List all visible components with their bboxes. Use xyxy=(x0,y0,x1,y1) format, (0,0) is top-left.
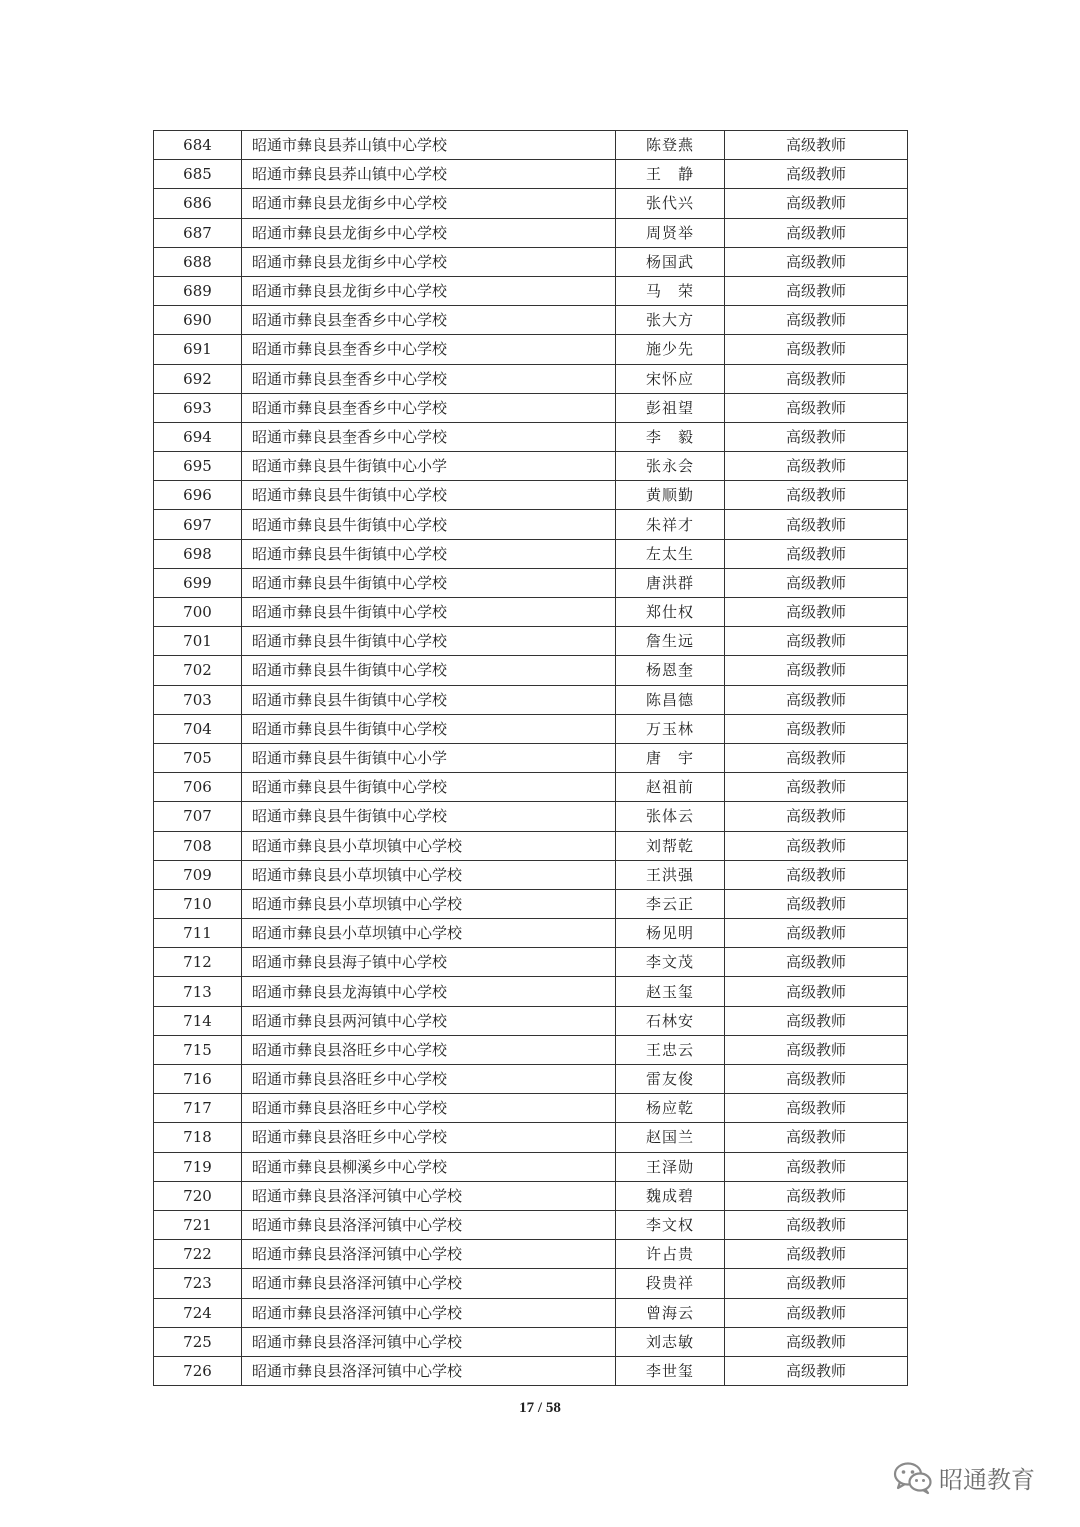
school-name-cell: 昭通市彝良县奎香乡中心学校 xyxy=(242,393,616,422)
table-row xyxy=(154,1006,908,1035)
school-name-cell: 昭通市彝良县牛街镇中心学校 xyxy=(242,539,616,568)
teacher-name-cell: 张永会 xyxy=(616,452,725,481)
professional-title-cell: 高级教师 xyxy=(725,189,908,218)
professional-title-cell: 高级教师 xyxy=(725,1152,908,1181)
school-name-cell: 昭通市彝良县洛泽河镇中心学校 xyxy=(242,1240,616,1269)
table-row xyxy=(154,481,908,510)
table-row xyxy=(154,1152,908,1181)
table-row xyxy=(154,335,908,364)
school-name-cell: 昭通市彝良县柳溪乡中心学校 xyxy=(242,1152,616,1181)
school-name-cell: 昭通市彝良县荞山镇中心学校 xyxy=(242,131,616,160)
professional-title-cell: 高级教师 xyxy=(725,889,908,918)
school-name-cell: 昭通市彝良县洛泽河镇中心学校 xyxy=(242,1327,616,1356)
teacher-name-cell: 刘帮乾 xyxy=(616,831,725,860)
table-row xyxy=(154,422,908,451)
row-number-cell: 711 xyxy=(154,919,242,948)
professional-title-cell: 高级教师 xyxy=(725,743,908,772)
row-number-cell: 699 xyxy=(154,568,242,597)
row-number-cell: 702 xyxy=(154,656,242,685)
table-row xyxy=(154,1356,908,1385)
row-number-cell: 692 xyxy=(154,364,242,393)
teacher-name-cell: 杨国武 xyxy=(616,247,725,276)
teacher-name-cell: 曾海云 xyxy=(616,1298,725,1327)
professional-title-cell: 高级教师 xyxy=(725,131,908,160)
teacher-name-cell: 唐洪群 xyxy=(616,568,725,597)
table-row xyxy=(154,1327,908,1356)
professional-title-cell: 高级教师 xyxy=(725,539,908,568)
school-name-cell: 昭通市彝良县牛街镇中心学校 xyxy=(242,510,616,539)
school-name-cell: 昭通市彝良县奎香乡中心学校 xyxy=(242,335,616,364)
wechat-icon xyxy=(893,1461,933,1495)
professional-title-cell: 高级教师 xyxy=(725,452,908,481)
school-name-cell: 昭通市彝良县洛泽河镇中心学校 xyxy=(242,1356,616,1385)
professional-title-cell: 高级教师 xyxy=(725,422,908,451)
table-row xyxy=(154,714,908,743)
teacher-name-cell: 李 毅 xyxy=(616,422,725,451)
row-number-cell: 722 xyxy=(154,1240,242,1269)
professional-title-cell: 高级教师 xyxy=(725,1327,908,1356)
teacher-name-cell: 詹生远 xyxy=(616,627,725,656)
professional-title-cell: 高级教师 xyxy=(725,393,908,422)
professional-title-cell: 高级教师 xyxy=(725,773,908,802)
table-row xyxy=(154,539,908,568)
row-number-cell: 686 xyxy=(154,189,242,218)
teacher-name-cell: 李文权 xyxy=(616,1210,725,1239)
teacher-name-cell: 马 荣 xyxy=(616,276,725,305)
row-number-cell: 685 xyxy=(154,160,242,189)
professional-title-cell: 高级教师 xyxy=(725,1240,908,1269)
table-row xyxy=(154,218,908,247)
row-number-cell: 691 xyxy=(154,335,242,364)
teacher-name-cell: 施少先 xyxy=(616,335,725,364)
teacher-name-cell: 魏成碧 xyxy=(616,1181,725,1210)
row-number-cell: 714 xyxy=(154,1006,242,1035)
school-name-cell: 昭通市彝良县牛街镇中心学校 xyxy=(242,685,616,714)
table-row xyxy=(154,160,908,189)
row-number-cell: 704 xyxy=(154,714,242,743)
school-name-cell: 昭通市彝良县洛旺乡中心学校 xyxy=(242,1065,616,1094)
school-name-cell: 昭通市彝良县龙街乡中心学校 xyxy=(242,218,616,247)
school-name-cell: 昭通市彝良县奎香乡中心学校 xyxy=(242,364,616,393)
table-row xyxy=(154,364,908,393)
table-row xyxy=(154,743,908,772)
teacher-name-cell: 张体云 xyxy=(616,802,725,831)
teacher-name-cell: 刘志敏 xyxy=(616,1327,725,1356)
professional-title-cell: 高级教师 xyxy=(725,627,908,656)
school-name-cell: 昭通市彝良县小草坝镇中心学校 xyxy=(242,919,616,948)
row-number-cell: 707 xyxy=(154,802,242,831)
school-name-cell: 昭通市彝良县牛街镇中心学校 xyxy=(242,568,616,597)
table-row xyxy=(154,306,908,335)
professional-title-cell: 高级教师 xyxy=(725,714,908,743)
table-body xyxy=(154,131,908,1386)
row-number-cell: 726 xyxy=(154,1356,242,1385)
school-name-cell: 昭通市彝良县洛旺乡中心学校 xyxy=(242,1123,616,1152)
professional-title-cell: 高级教师 xyxy=(725,276,908,305)
school-name-cell: 昭通市彝良县牛街镇中心小学 xyxy=(242,452,616,481)
teacher-name-cell: 朱祥才 xyxy=(616,510,725,539)
professional-title-cell: 高级教师 xyxy=(725,510,908,539)
teacher-name-cell: 彭祖望 xyxy=(616,393,725,422)
professional-title-cell: 高级教师 xyxy=(725,1269,908,1298)
professional-title-cell: 高级教师 xyxy=(725,335,908,364)
school-name-cell: 昭通市彝良县牛街镇中心学校 xyxy=(242,656,616,685)
row-number-cell: 723 xyxy=(154,1269,242,1298)
professional-title-cell: 高级教师 xyxy=(725,1094,908,1123)
table-row xyxy=(154,685,908,714)
table-row xyxy=(154,131,908,160)
table-row xyxy=(154,393,908,422)
table-row xyxy=(154,1181,908,1210)
professional-title-cell: 高级教师 xyxy=(725,1035,908,1064)
professional-title-cell: 高级教师 xyxy=(725,598,908,627)
row-number-cell: 684 xyxy=(154,131,242,160)
school-name-cell: 昭通市彝良县洛泽河镇中心学校 xyxy=(242,1181,616,1210)
table-row xyxy=(154,1240,908,1269)
table-row xyxy=(154,1035,908,1064)
teacher-name-cell: 周贤举 xyxy=(616,218,725,247)
row-number-cell: 696 xyxy=(154,481,242,510)
teacher-name-cell: 王忠云 xyxy=(616,1035,725,1064)
school-name-cell: 昭通市彝良县奎香乡中心学校 xyxy=(242,306,616,335)
professional-title-cell: 高级教师 xyxy=(725,831,908,860)
row-number-cell: 721 xyxy=(154,1210,242,1239)
row-number-cell: 700 xyxy=(154,598,242,627)
school-name-cell: 昭通市彝良县两河镇中心学校 xyxy=(242,1006,616,1035)
row-number-cell: 697 xyxy=(154,510,242,539)
row-number-cell: 709 xyxy=(154,860,242,889)
teacher-name-cell: 杨恩奎 xyxy=(616,656,725,685)
professional-title-cell: 高级教师 xyxy=(725,160,908,189)
school-name-cell: 昭通市彝良县洛旺乡中心学校 xyxy=(242,1094,616,1123)
teacher-name-cell: 赵国兰 xyxy=(616,1123,725,1152)
teacher-name-cell: 张大方 xyxy=(616,306,725,335)
table-row xyxy=(154,889,908,918)
professional-title-cell: 高级教师 xyxy=(725,1123,908,1152)
table-row xyxy=(154,1210,908,1239)
table-row xyxy=(154,656,908,685)
teacher-name-cell: 陈登燕 xyxy=(616,131,725,160)
school-name-cell: 昭通市彝良县龙海镇中心学校 xyxy=(242,977,616,1006)
teacher-name-cell: 唐 宇 xyxy=(616,743,725,772)
professional-title-cell: 高级教师 xyxy=(725,1356,908,1385)
teacher-name-cell: 石林安 xyxy=(616,1006,725,1035)
row-number-cell: 687 xyxy=(154,218,242,247)
table-row xyxy=(154,247,908,276)
table-row xyxy=(154,1269,908,1298)
teacher-name-cell: 杨应乾 xyxy=(616,1094,725,1123)
professional-title-cell: 高级教师 xyxy=(725,1210,908,1239)
school-name-cell: 昭通市彝良县小草坝镇中心学校 xyxy=(242,889,616,918)
teacher-name-cell: 王泽勋 xyxy=(616,1152,725,1181)
row-number-cell: 701 xyxy=(154,627,242,656)
professional-title-cell: 高级教师 xyxy=(725,306,908,335)
table-row xyxy=(154,948,908,977)
professional-title-cell: 高级教师 xyxy=(725,1006,908,1035)
school-name-cell: 昭通市彝良县龙街乡中心学校 xyxy=(242,189,616,218)
teacher-name-cell: 万玉林 xyxy=(616,714,725,743)
teacher-name-cell: 段贵祥 xyxy=(616,1269,725,1298)
row-number-cell: 717 xyxy=(154,1094,242,1123)
school-name-cell: 昭通市彝良县洛泽河镇中心学校 xyxy=(242,1269,616,1298)
school-name-cell: 昭通市彝良县洛泽河镇中心学校 xyxy=(242,1298,616,1327)
teacher-name-cell: 杨见明 xyxy=(616,919,725,948)
table-row xyxy=(154,510,908,539)
teacher-name-cell: 许占贵 xyxy=(616,1240,725,1269)
professional-title-cell: 高级教师 xyxy=(725,247,908,276)
professional-title-cell: 高级教师 xyxy=(725,802,908,831)
teacher-name-cell: 李文茂 xyxy=(616,948,725,977)
row-number-cell: 716 xyxy=(154,1065,242,1094)
table-row xyxy=(154,977,908,1006)
school-name-cell: 昭通市彝良县牛街镇中心学校 xyxy=(242,773,616,802)
row-number-cell: 703 xyxy=(154,685,242,714)
school-name-cell: 昭通市彝良县牛街镇中心学校 xyxy=(242,481,616,510)
professional-title-cell: 高级教师 xyxy=(725,218,908,247)
school-name-cell: 昭通市彝良县牛街镇中心学校 xyxy=(242,627,616,656)
teacher-name-cell: 雷友俊 xyxy=(616,1065,725,1094)
teacher-name-cell: 黄顺勤 xyxy=(616,481,725,510)
professional-title-cell: 高级教师 xyxy=(725,1065,908,1094)
teacher-name-cell: 王 静 xyxy=(616,160,725,189)
row-number-cell: 719 xyxy=(154,1152,242,1181)
page-number: 17 / 58 xyxy=(519,1400,561,1416)
row-number-cell: 698 xyxy=(154,539,242,568)
personnel-table xyxy=(153,130,908,1386)
table-row xyxy=(154,919,908,948)
school-name-cell: 昭通市彝良县龙街乡中心学校 xyxy=(242,247,616,276)
teacher-name-cell: 左太生 xyxy=(616,539,725,568)
table-row xyxy=(154,802,908,831)
table-row xyxy=(154,598,908,627)
row-number-cell: 724 xyxy=(154,1298,242,1327)
teacher-name-cell: 赵玉玺 xyxy=(616,977,725,1006)
school-name-cell: 昭通市彝良县小草坝镇中心学校 xyxy=(242,831,616,860)
school-name-cell: 昭通市彝良县牛街镇中心学校 xyxy=(242,598,616,627)
professional-title-cell: 高级教师 xyxy=(725,860,908,889)
teacher-name-cell: 赵祖前 xyxy=(616,773,725,802)
professional-title-cell: 高级教师 xyxy=(725,364,908,393)
row-number-cell: 689 xyxy=(154,276,242,305)
table-row xyxy=(154,568,908,597)
row-number-cell: 706 xyxy=(154,773,242,802)
professional-title-cell: 高级教师 xyxy=(725,481,908,510)
professional-title-cell: 高级教师 xyxy=(725,977,908,1006)
table-row xyxy=(154,276,908,305)
row-number-cell: 688 xyxy=(154,247,242,276)
school-name-cell: 昭通市彝良县小草坝镇中心学校 xyxy=(242,860,616,889)
school-name-cell: 昭通市彝良县牛街镇中心小学 xyxy=(242,743,616,772)
row-number-cell: 694 xyxy=(154,422,242,451)
professional-title-cell: 高级教师 xyxy=(725,919,908,948)
school-name-cell: 昭通市彝良县海子镇中心学校 xyxy=(242,948,616,977)
school-name-cell: 昭通市彝良县奎香乡中心学校 xyxy=(242,422,616,451)
school-name-cell: 昭通市彝良县洛泽河镇中心学校 xyxy=(242,1210,616,1239)
table-row xyxy=(154,627,908,656)
row-number-cell: 705 xyxy=(154,743,242,772)
table-row xyxy=(154,1065,908,1094)
school-name-cell: 昭通市彝良县洛旺乡中心学校 xyxy=(242,1035,616,1064)
row-number-cell: 690 xyxy=(154,306,242,335)
row-number-cell: 712 xyxy=(154,948,242,977)
table-row xyxy=(154,1298,908,1327)
teacher-name-cell: 李世玺 xyxy=(616,1356,725,1385)
row-number-cell: 725 xyxy=(154,1327,242,1356)
table-row xyxy=(154,860,908,889)
teacher-name-cell: 宋怀应 xyxy=(616,364,725,393)
table-row xyxy=(154,189,908,218)
professional-title-cell: 高级教师 xyxy=(725,1181,908,1210)
teacher-name-cell: 陈昌德 xyxy=(616,685,725,714)
professional-title-cell: 高级教师 xyxy=(725,948,908,977)
school-name-cell: 昭通市彝良县牛街镇中心学校 xyxy=(242,714,616,743)
school-name-cell: 昭通市彝良县龙街乡中心学校 xyxy=(242,276,616,305)
row-number-cell: 720 xyxy=(154,1181,242,1210)
table-row xyxy=(154,1094,908,1123)
school-name-cell: 昭通市彝良县牛街镇中心学校 xyxy=(242,802,616,831)
watermark-text: 昭通教育 xyxy=(939,1466,1035,1494)
professional-title-cell: 高级教师 xyxy=(725,656,908,685)
professional-title-cell: 高级教师 xyxy=(725,568,908,597)
teacher-name-cell: 李云正 xyxy=(616,889,725,918)
row-number-cell: 708 xyxy=(154,831,242,860)
row-number-cell: 715 xyxy=(154,1035,242,1064)
watermark xyxy=(893,1460,1035,1495)
teacher-name-cell: 郑仕权 xyxy=(616,598,725,627)
table-row xyxy=(154,1123,908,1152)
row-number-cell: 695 xyxy=(154,452,242,481)
row-number-cell: 718 xyxy=(154,1123,242,1152)
table-row xyxy=(154,773,908,802)
school-name-cell: 昭通市彝良县荞山镇中心学校 xyxy=(242,160,616,189)
row-number-cell: 710 xyxy=(154,889,242,918)
teacher-name-cell: 张代兴 xyxy=(616,189,725,218)
row-number-cell: 693 xyxy=(154,393,242,422)
row-number-cell: 713 xyxy=(154,977,242,1006)
table-row xyxy=(154,452,908,481)
professional-title-cell: 高级教师 xyxy=(725,685,908,714)
table-row xyxy=(154,831,908,860)
professional-title-cell: 高级教师 xyxy=(725,1298,908,1327)
teacher-name-cell: 王洪强 xyxy=(616,860,725,889)
